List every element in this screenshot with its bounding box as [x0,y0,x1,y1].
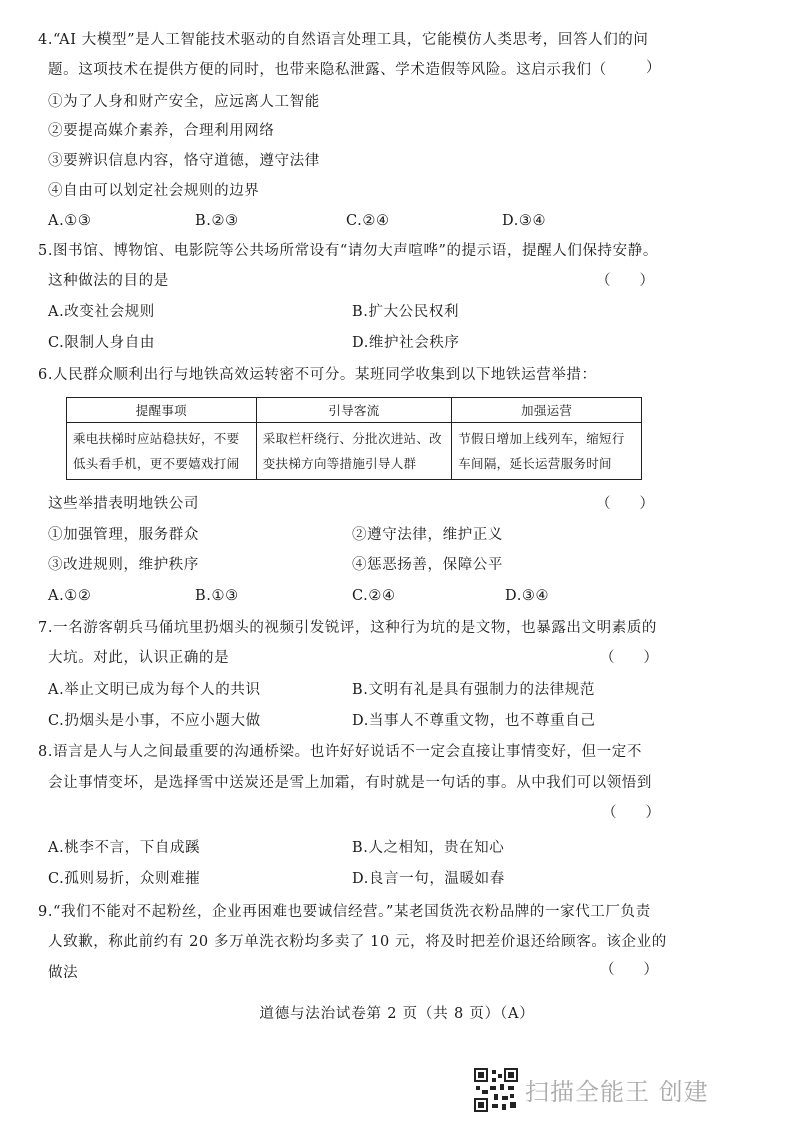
q6-option-b: B.①③ [195,588,239,604]
q6-option-c: C.②④ [352,588,396,604]
q5-option-b: B.扩大公民权利 [352,304,460,320]
q6-measures-table [66,397,642,480]
q9-stem-line2: 人致歉，称此前约有 20 多万单洗衣粉均多卖了 10 元，将及时把差价退还给顾客。该企业的 [48,934,667,950]
q8-answer-paren: （ ） [602,805,660,821]
q6-statement-1: ①加强管理，服务群众 [48,527,199,543]
q6-statement-4: ④惩恶扬善，保障公平 [352,557,503,573]
q5-answer-paren: （ ） [596,273,654,289]
q7-option-b: B.文明有礼是具有强制力的法律规范 [352,682,595,698]
q4-option-d: D.③④ [502,213,547,229]
qr-code-icon [474,1068,518,1112]
q6-option-d: D.③④ [505,588,550,604]
q9-stem-line3: 做法 [48,965,79,981]
q4-option-c: C.②④ [346,213,390,229]
q9-answer-paren: （ ） [600,962,658,978]
q4-stem-line2: 题。这项技术在提供方便的同时，也带来隐私泄露、学术造假等风险。这启示我们（ [48,62,607,78]
q5-stem-line1: 5.图书馆、博物馆、电影院等公共场所常设有“请勿大声喧哗”的提示语，提醒人们保持安静。 [38,243,658,259]
q8-option-a: A.桃李不言，下自成蹊 [48,840,201,856]
q9-stem-line1: 9.“我们不能对不起粉丝，企业再困难也要诚信经营。”某老国货洗衣粉品牌的一家代工厂负责 [38,904,651,920]
table-cell-reminders: 乘电扶梯时应站稳扶好，不要低头看手机，更不要嬉戏打闹 [67,423,257,480]
q8-stem-line2: 会让事情变坏，是选择雪中送炭还是雪上加霜，有时就是一句话的事。从中我们可以领悟到 [48,775,652,791]
q5-option-d: D.维护社会秩序 [352,335,460,351]
q8-option-c: C.孤则易折，众则难摧 [48,871,201,887]
q6-statement-3: ③改进规则，维护秩序 [48,557,199,573]
q5-option-c: C.限制人身自由 [48,335,155,351]
q6-stem-line2: 这些举措表明地铁公司 [48,496,199,512]
q4-option-b: B.②③ [195,213,239,229]
q6-option-a: A.①② [48,588,92,604]
table-header-strengthen-operation: 加强运营 [452,398,642,423]
q8-option-b: B.人之相知，贵在知心 [352,840,505,856]
table-header-guide-passengers: 引导客流 [256,398,452,423]
q7-option-c: C.扔烟头是小事，不应小题大做 [48,713,261,729]
q7-option-a: A.举止文明已成为每个人的共识 [48,682,261,698]
q6-statement-2: ②遵守法律，维护正义 [352,527,503,543]
q7-answer-paren: （ ） [600,650,658,666]
q4-statement-4: ④自由可以划定社会规则的边界 [48,183,260,199]
q4-answer-paren: ） [646,60,661,76]
page-footer: 道德与法治试卷第 2 页（共 8 页）（A） [259,1006,535,1022]
q8-stem-line1: 8.语言是人与人之间最重要的沟通桥梁。也许好好说话不一定会直接让事情变好，但一定不 [38,744,642,760]
q7-stem-line2: 大坑。对此，认识正确的是 [48,650,230,666]
scanner-watermark: 扫描全能王 创建 [525,1078,709,1106]
q4-stem-line1: 4.“AI 大模型”是人工智能技术驱动的自然语言处理工具，它能模仿人类思考，回答人们的问 [38,32,649,48]
q4-option-a: A.①③ [48,213,92,229]
table-cell-guide-passengers: 采取栏杆绕行、分批次进站、改变扶梯方向等措施引导人群 [256,423,452,480]
q5-option-a: A.改变社会规则 [48,304,155,320]
q8-option-d: D.良言一句，温暖如春 [352,871,505,887]
q4-statement-3: ③要辨识信息内容，恪守道德，遵守法律 [48,153,320,169]
q6-answer-paren: （ ） [596,496,654,512]
table-cell-strengthen-operation: 节假日增加上线列车，缩短行车间隔，延长运营服务时间 [452,423,642,480]
q7-stem-line1: 7.一名游客朝兵马俑坑里扔烟头的视频引发锐评，这种行为坑的是文物，也暴露出文明素质的 [38,620,658,636]
q7-option-d: D.当事人不尊重文物，也不尊重自己 [352,713,596,729]
q4-statement-1: ①为了人身和财产安全，应远离人工智能 [48,94,320,110]
q6-stem-line1: 6.人民群众顺利出行与地铁高效运转密不可分。某班同学收集到以下地铁运营举措： [38,367,597,383]
table-header-reminders: 提醒事项 [67,398,257,423]
q4-statement-2: ②要提高媒介素养，合理利用网络 [48,123,275,139]
q5-stem-line2: 这种做法的目的是 [48,273,169,289]
